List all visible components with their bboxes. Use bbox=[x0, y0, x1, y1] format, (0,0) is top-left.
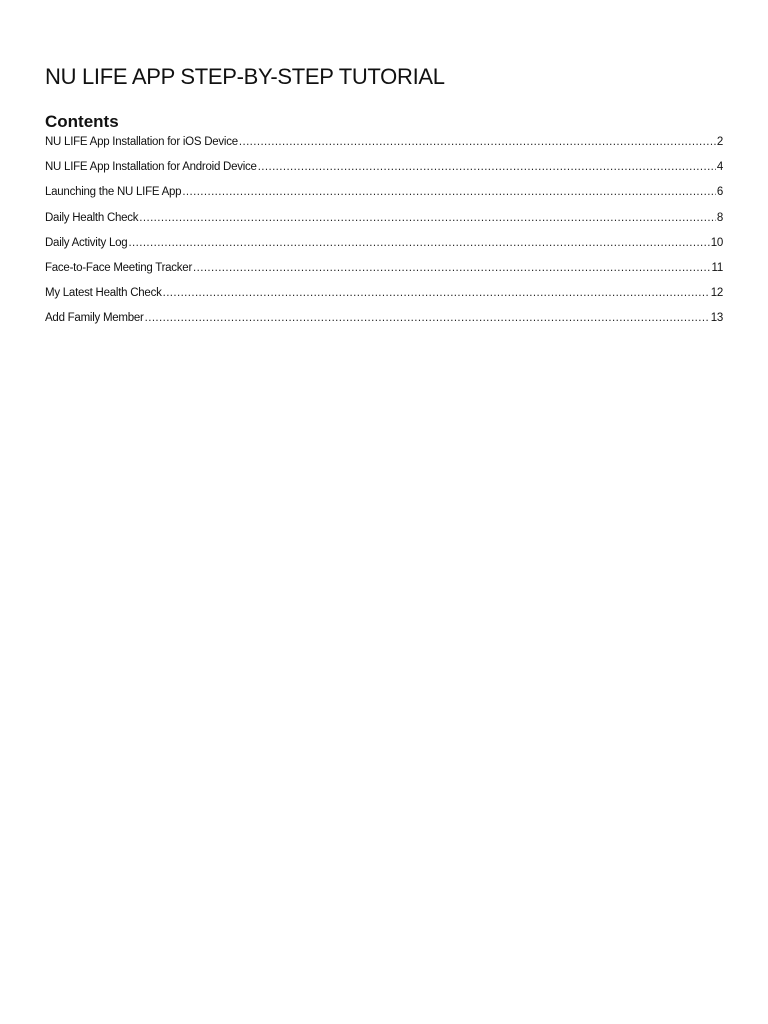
toc-dot-leader bbox=[193, 262, 711, 274]
toc-dot-leader bbox=[163, 287, 710, 299]
toc-page-number: 10 bbox=[710, 236, 723, 249]
toc-dot-leader bbox=[128, 237, 709, 249]
toc-entry-label: Launching the NU LIFE App bbox=[45, 186, 182, 199]
toc-entry[interactable] bbox=[45, 136, 723, 161]
toc-entry-label: My Latest Health Check bbox=[45, 287, 162, 300]
toc-entry[interactable] bbox=[45, 212, 723, 237]
toc-entry[interactable] bbox=[45, 161, 723, 186]
toc-entry[interactable] bbox=[45, 186, 723, 211]
toc-page-number: 11 bbox=[711, 261, 723, 274]
toc-entry[interactable] bbox=[45, 237, 723, 262]
toc-entry-label: Add Family Member bbox=[45, 312, 144, 325]
toc-entry-label: NU LIFE App Installation for Android Device bbox=[45, 161, 257, 174]
toc-dot-leader bbox=[239, 136, 716, 148]
toc-dot-leader bbox=[145, 312, 710, 324]
toc-entry[interactable] bbox=[45, 262, 723, 287]
toc-entry[interactable] bbox=[45, 312, 723, 337]
toc-entry-label: Daily Health Check bbox=[45, 211, 139, 224]
toc-entry-label: Face-to-Face Meeting Tracker bbox=[45, 261, 193, 274]
toc-entry-label: Daily Activity Log bbox=[45, 236, 128, 249]
document-title: NU LIFE APP STEP-BY-STEP TUTORIAL bbox=[45, 64, 445, 89]
toc-page-number: 4 bbox=[716, 161, 723, 174]
toc-page-number: 12 bbox=[710, 287, 723, 300]
toc-page-number: 6 bbox=[716, 186, 723, 199]
toc-page-number: 13 bbox=[710, 312, 723, 325]
table-of-contents bbox=[45, 136, 723, 338]
toc-entry-label: NU LIFE App Installation for iOS Device bbox=[45, 136, 238, 148]
toc-dot-leader bbox=[182, 186, 716, 198]
toc-entry[interactable] bbox=[45, 287, 723, 312]
toc-page-number: 8 bbox=[716, 211, 723, 224]
toc-dot-leader bbox=[139, 212, 716, 224]
toc-dot-leader bbox=[258, 161, 716, 173]
contents-heading: Contents bbox=[45, 112, 119, 131]
toc-page-number: 2 bbox=[716, 136, 723, 148]
